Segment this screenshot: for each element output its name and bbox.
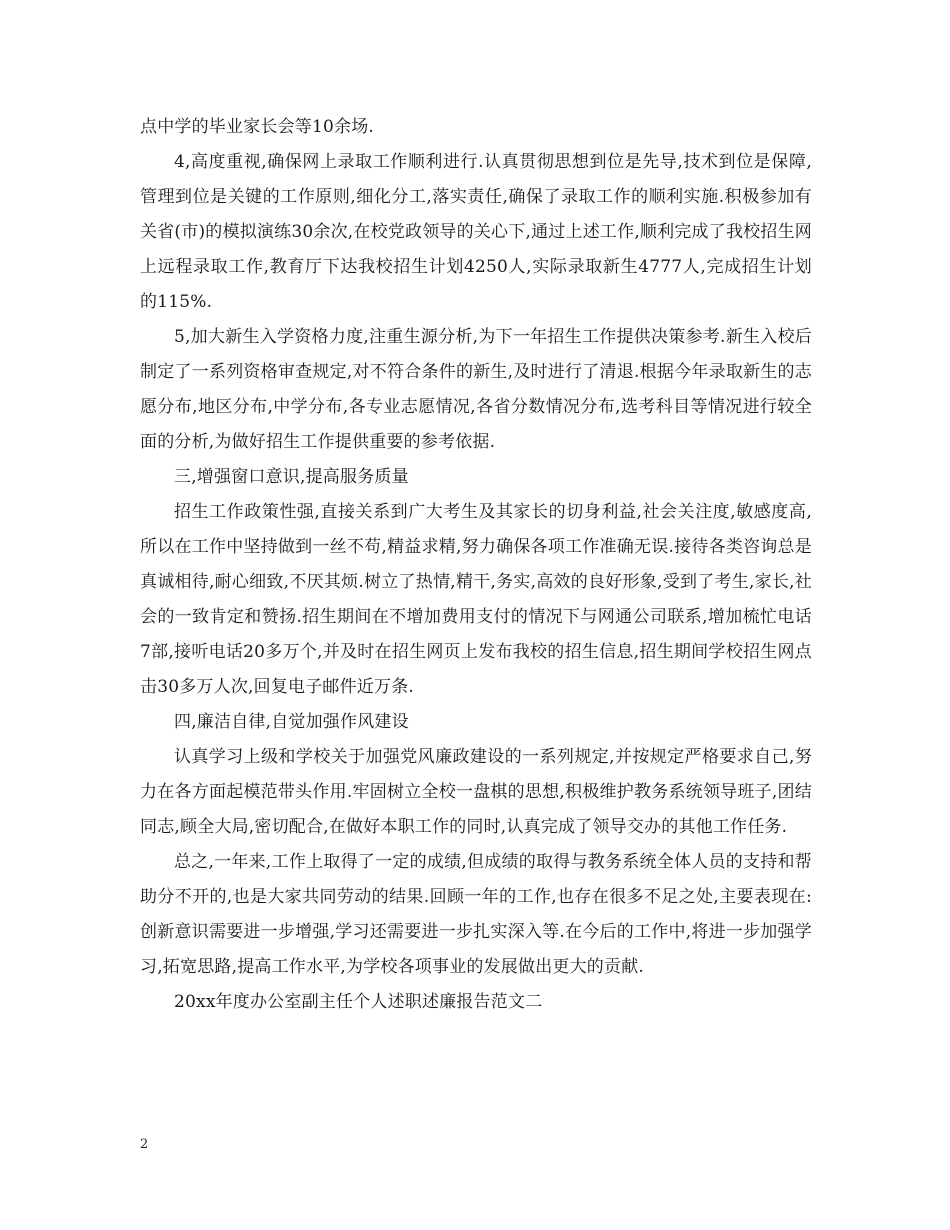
document-subtitle: 20xx年度办公室副主任个人述职述廉报告范文二: [174, 992, 543, 1012]
document-body: [140, 110, 812, 1020]
paragraph-7: 认真学习上级和学校关于加强党风廉政建设的一系列规定,并按规定严格要求自己,努力在各方面起模范带头作用.牢固树立全校一盘棋的思想,积极维护教务系统领导班子,团结同志,顾全大局,密切配合,在做好本职工作的同时,认真完成了领导交办的其他工作任务.: [140, 747, 812, 837]
section-heading-3: 三,增强窗口意识,提高服务质量: [174, 467, 409, 487]
paragraph-2: 4,高度重视,确保网上录取工作顺利进行.认真贯彻思想到位是先导,技术到位是保障,管理到位是关键的工作原则,细化分工,落实责任,确保了录取工作的顺利实施.积极参加有关省(市)的模拟演练30余次,在校党政领导的关心下,通过上述工作,顺利完成了我校招生网上远程录取工作,教育厅下达我校招生计划4250人,实际录取新生4777人,完成招生计划的115%.: [140, 152, 812, 312]
page-number: 2: [140, 1137, 149, 1152]
paragraph-3: 5,加大新生入学资格力度,注重生源分析,为下一年招生工作提供决策参考.新生入校后制定了一系列资格审查规定,对不符合条件的新生,及时进行了清退.根据今年录取新生的志愿分布,地区分布,中学分布,各专业志愿情况,各省分数情况分布,选考科目等情况进行较全面的分析,为做好招生工作提供重要的参考依据.: [140, 327, 812, 452]
paragraph-5: 招生工作政策性强,直接关系到广大考生及其家长的切身利益,社会关注度,敏感度高,所以在工作中坚持做到一丝不苟,精益求精,努力确保各项工作准确无误.接待各类咨询总是真诚相待,耐心细致,不厌其烦.树立了热情,精干,务实,高效的良好形象,受到了考生,家长,社会的一致肯定和赞扬.招生期间在不增加费用支付的情况下与网通公司联系,增加梳忙电话7部,接听电话20多万个,并及时在招生网页上发布我校的招生信息,招生期间学校招生网点击30多万人次,回复电子邮件近万条.: [140, 502, 812, 697]
paragraph-1: 点中学的毕业家长会等10余场.: [140, 117, 375, 137]
section-heading-4: 四,廉洁自律,自觉加强作风建设: [174, 712, 409, 732]
paragraph-8: 总之,一年来,工作上取得了一定的成绩,但成绩的取得与教务系统全体人员的支持和帮助分不开的,也是大家共同劳动的结果.回顾一年的工作,也存在很多不足之处,主要表现在:创新意识需要进一步增强,学习还需要进一步扎实深入等.在今后的工作中,将进一步加强学习,拓宽思路,提高工作水平,为学校各项事业的发展做出更大的贡献.: [140, 852, 812, 977]
